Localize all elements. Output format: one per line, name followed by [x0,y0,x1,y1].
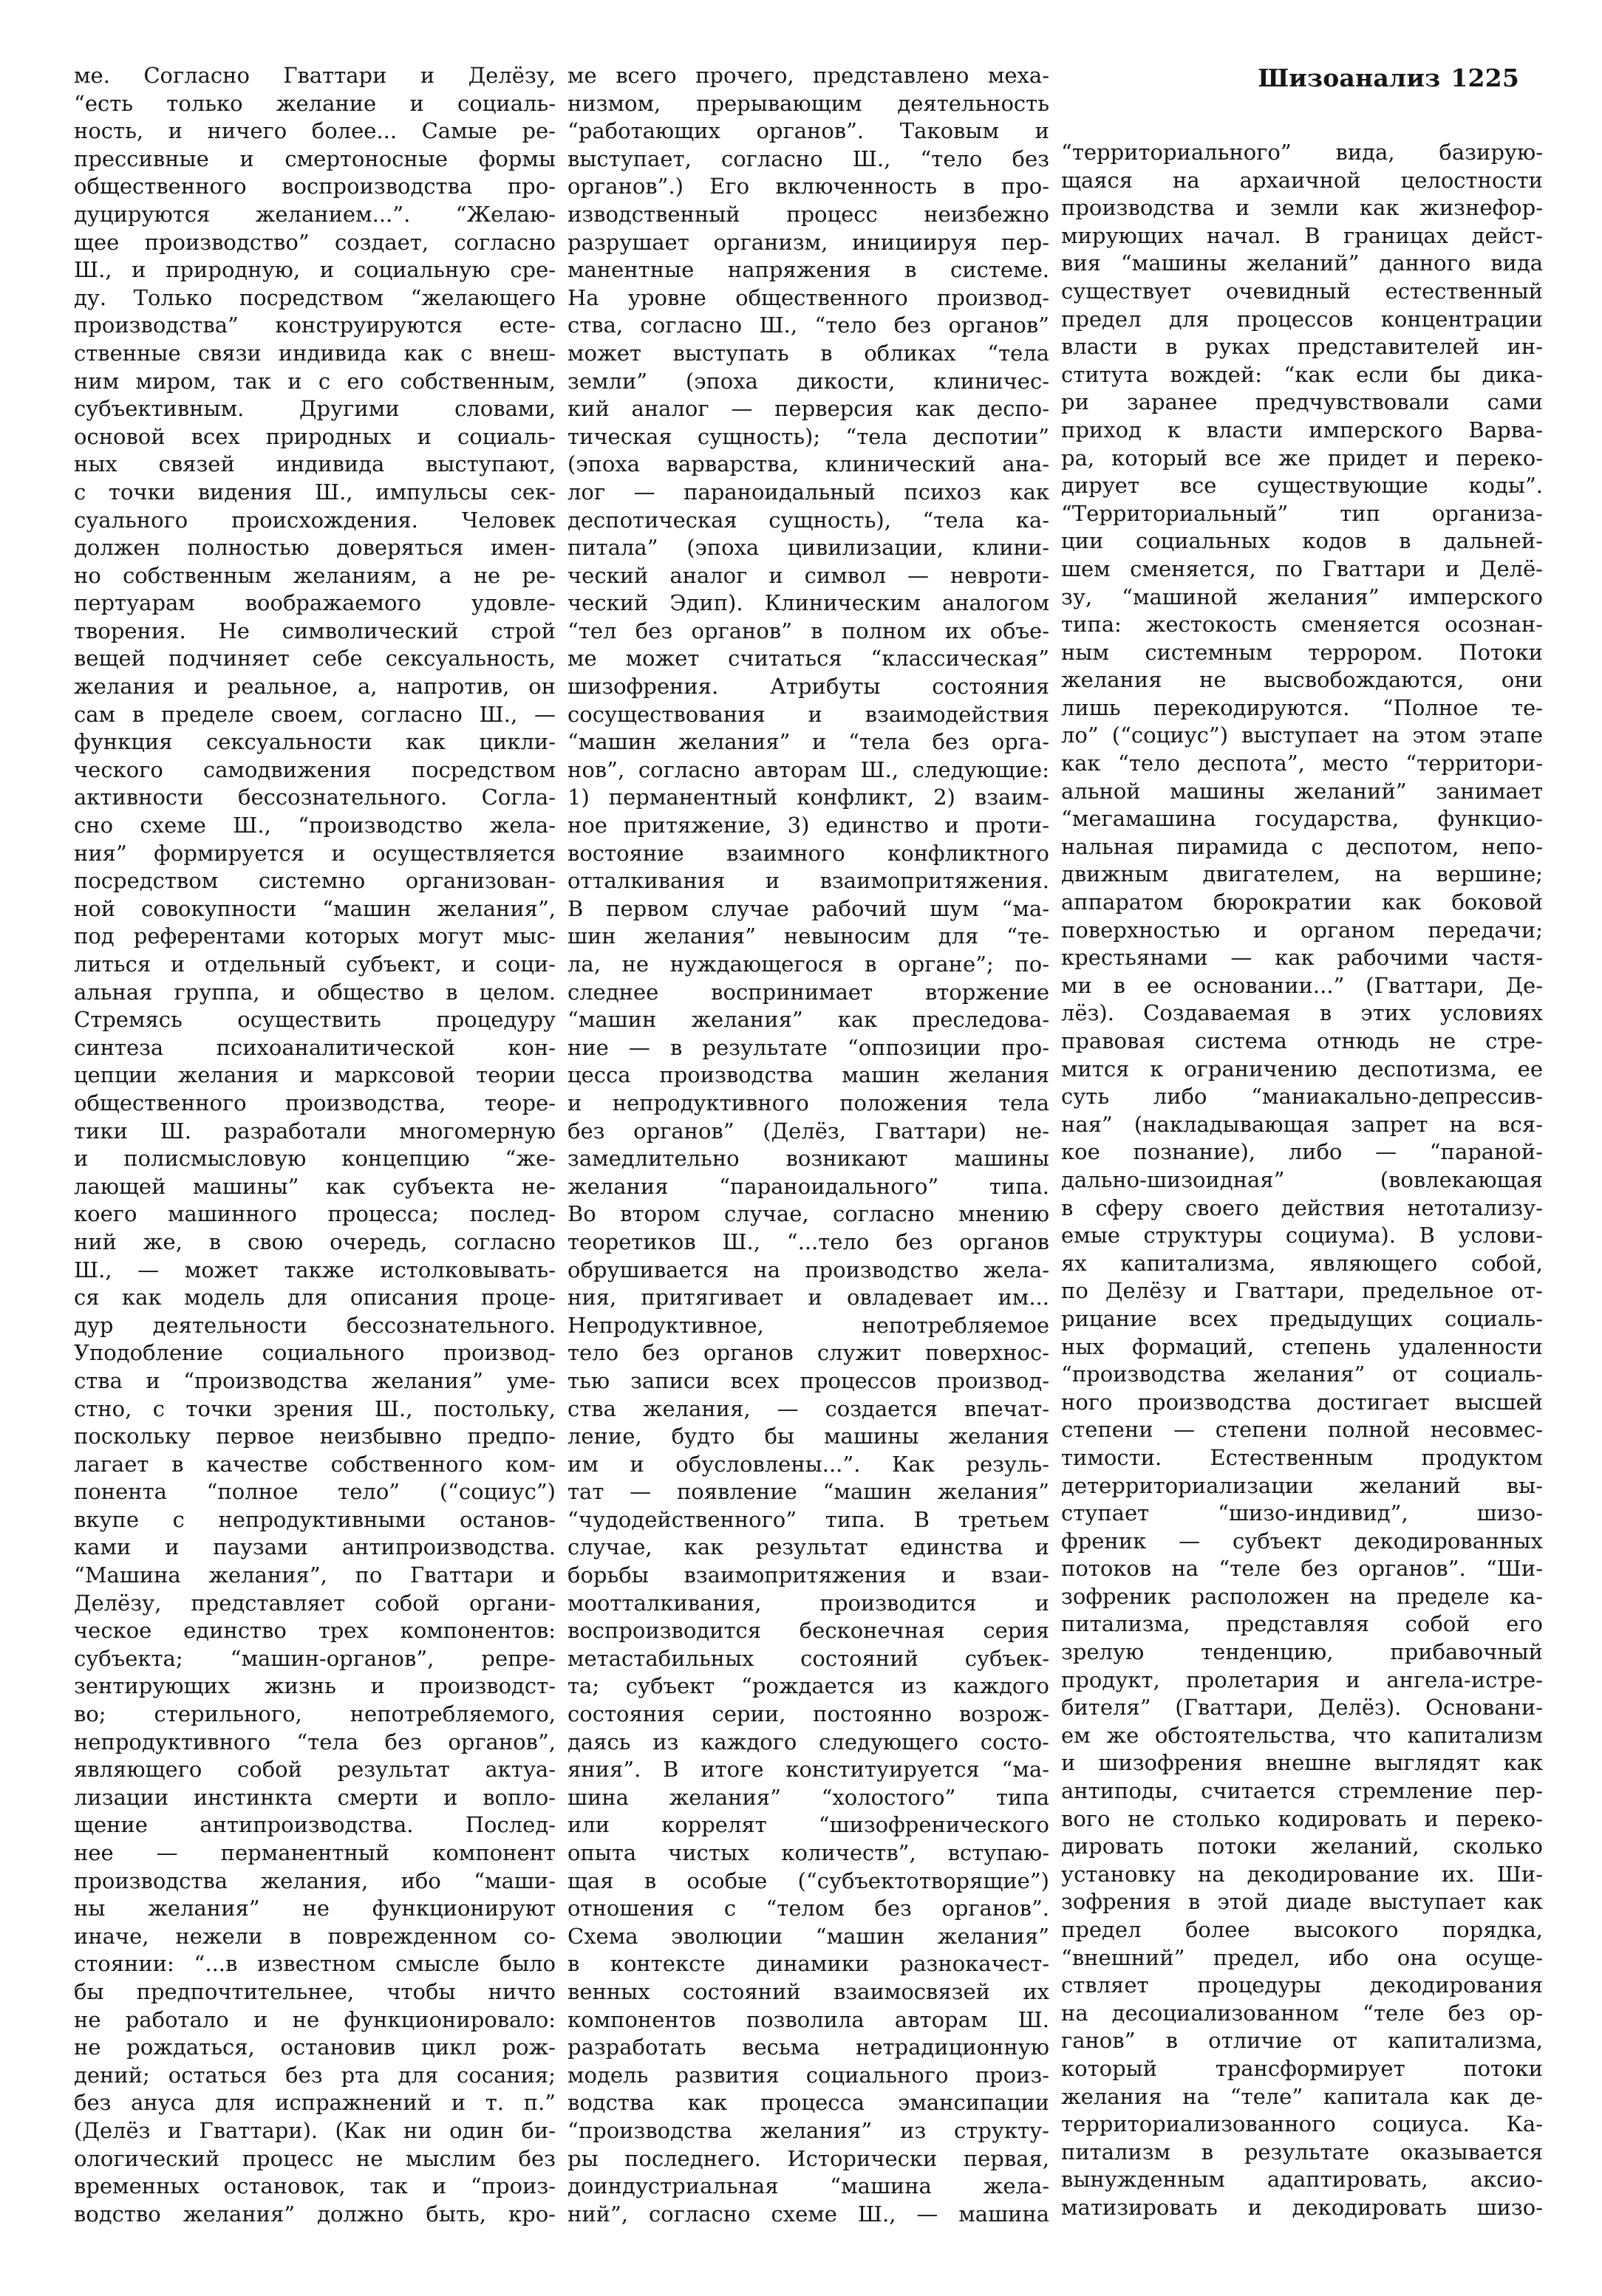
text-line: компонентов позволила авторам Ш. [567,2006,1049,2032]
text-line: ний”, согласно схеме Ш., — машина [567,2201,1049,2227]
text-line: Ш., — может также истолковывать- [74,1257,556,1282]
text-line: вынужденным адаптировать, аксио- [1061,2167,1543,2193]
text-line: власти в руках представителей ин- [1061,334,1543,360]
text-line: стно, с точки зрения Ш., постольку, [74,1395,556,1421]
text-line: венных состояний взаимосвязей их [567,1978,1049,2004]
text-line: Во втором случае, согласно мнению [567,1201,1049,1227]
text-line: с точки видения Ш., импульсы сек- [74,479,556,505]
text-line: может выступать в обликах “тела [567,340,1049,366]
text-line: активности бессознательного. Согла- [74,785,556,810]
text-line: тью записи всех процессов производ- [567,1367,1049,1393]
text-line: крестьянами — как рабочими частя- [1061,945,1543,971]
text-line: вкупе с непродуктивными останов- [74,1506,556,1532]
text-line: поверхностью и органом передачи; [1061,917,1543,943]
text-line: суального происхождения. Человек [74,507,556,533]
text-line: ме всего прочего, представлено меха- [567,63,1049,88]
text-line: цепции желания и марксовой теории [74,1062,556,1088]
text-line: Стремясь осуществить процедуру [74,1007,556,1033]
text-line: и непродуктивного положения тела [567,1090,1049,1115]
text-line: щее производство” создает, согласно [74,229,556,255]
text-line: ся как модель для описания проце- [74,1285,556,1311]
text-line: стоянии: “...в известном смысле было [74,1951,556,1977]
text-line: питализма, представляя собой его [1061,1611,1543,1637]
text-line: шизофрения. Атрибуты состояния [567,674,1049,700]
text-line: во; стерильного, непотребляемого, [74,1701,556,1727]
text-line: бителя” (Гваттари, Делёз). Основани- [1061,1695,1543,1721]
text-line: без ануса для испражнений и т. п.” [74,2090,556,2116]
text-line: ступает “шизо-индивид”, шизо- [1061,1500,1543,1526]
text-line: прессивные и смертоносные формы [74,146,556,171]
text-line: правовая система отнюдь не стре- [1061,1028,1543,1053]
text-line: зрелую тенденцию, прибавочный [1061,1639,1543,1665]
text-line: ме может считаться “классическая” [567,646,1049,672]
text-line: “Машина желания”, по Гваттари и [74,1562,556,1588]
text-line: потоков на “теле без органов”. “Ши- [1061,1556,1543,1582]
text-line: сам в пределе своем, согласно Ш., — [74,701,556,727]
text-line: опыта чистых количеств”, вступаю- [567,1840,1049,1865]
text-line: зофреник расположен на пределе ка- [1061,1583,1543,1609]
text-line: замедлительно возникают машины [567,1146,1049,1172]
text-line: матизировать и декодировать шизо- [1061,2194,1543,2220]
text-line: органов”.) Его включенность в про- [567,174,1049,199]
text-line: дировать потоки желаний, сколько [1061,1834,1543,1859]
text-line: детерриториализации желаний вы- [1061,1472,1543,1498]
text-line: щаяся на архаичной целостности [1061,167,1543,193]
text-line: “производства желания” из структу- [567,2117,1049,2143]
text-line: желания и реальное, а, напротив, он [74,674,556,700]
text-line: лишь перекодируются. “Полное те- [1061,694,1543,720]
text-line: ческого самодвижения посредством [74,756,556,782]
text-line: дально-шизоидная” (вовлекающая [1061,1166,1543,1192]
text-line: ем же обстоятельства, что капитализм [1061,1722,1543,1748]
text-line: временных остановок, так и “произ- [74,2173,556,2199]
text-line: основой всех природных и социаль- [74,423,556,449]
text-line: понента “полное тело” (“социус”) [74,1479,556,1505]
text-line: ное притяжение, 3) единство и проти- [567,813,1049,838]
text-line: ствляет процедуры декодирования [1061,1972,1543,1998]
text-line: производства и земли как жизнефор- [1061,195,1543,221]
text-line: шем сменяется, по Гваттари и Делё- [1061,556,1543,581]
text-line: литься и отдельный субъект, и соци- [74,951,556,977]
text-line: ний же, в свою очередь, согласно [74,1229,556,1254]
text-line: желания на “теле” капитала как де- [1061,2083,1543,2109]
text-line: ственные связи индивида как с внеш- [74,340,556,366]
text-line: антиподы, считается стремление пер- [1061,1778,1543,1804]
text-line: ным системным террором. Потоки [1061,639,1543,665]
text-column-left [74,62,556,2228]
text-line: ния” формируется и осуществляется [74,840,556,866]
text-line: “мегамашина государства, функцио- [1061,806,1543,832]
text-line: функция сексуальности как цикли- [74,729,556,755]
text-line: поскольку первое неизбывно предпо- [74,1424,556,1449]
text-line: воспроизводится бесконечная серия [567,1618,1049,1644]
text-line: в контексте динамики разнокачест- [567,1951,1049,1977]
text-line: питализм в результате оказывается [1061,2139,1543,2165]
text-line: тики Ш. разработали многомерную [74,1118,556,1144]
text-line: альная группа, и общество в целом. [74,979,556,1005]
text-line: ление, будто бы машины желания [567,1424,1049,1449]
text-line: шин желания” невыносим для “те- [567,923,1049,949]
text-line: субъекта; “машин-органов”, репре- [74,1645,556,1671]
text-line: ганов” в отличие от капитализма, [1061,2028,1543,2054]
text-line: желания не высвобождаются, они [1061,667,1543,693]
text-line: суть либо “маниакально-депрессив- [1061,1084,1543,1110]
text-line: вещей подчиняет себе сексуальность, [74,646,556,672]
text-line: без органов” (Делёз, Гваттари) не- [567,1118,1049,1144]
text-line: предел для процессов концентрации [1061,306,1543,332]
text-line: сосуществования и взаимодействия [567,701,1049,727]
text-line: выступает, согласно Ш., “тело без [567,146,1049,171]
text-line: востояние взаимного конфликтного [567,840,1049,866]
text-line: творения. Не символический строй [74,618,556,643]
text-line: или коррелят “шизофренического [567,1812,1049,1838]
text-line: не работало и не функционировало: [74,2006,556,2032]
text-line: типа: жестокость сменяется осознан- [1061,612,1543,638]
text-line: отношения с “телом без органов”. [567,1896,1049,1921]
text-line: аппаратом бюрократии как боковой [1061,889,1543,915]
text-line: существует очевидный естественный [1061,278,1543,304]
text-line: ства и “производства желания” уме- [74,1367,556,1393]
text-line: как “тело деспота”, место “территори- [1061,751,1543,776]
text-line: дений; остаться без рта для сосания; [74,2062,556,2088]
text-column-middle [567,62,1049,2228]
text-line: ститута вождей: “как если бы дика- [1061,361,1543,387]
text-line: на десоциализованном “теле без ор- [1061,2000,1543,2026]
text-line: щая в особые (“субъектотворящие”) [567,1868,1049,1893]
text-line: мирующих начал. В границах дейст- [1061,222,1543,248]
text-line: “Территориальный” тип организа- [1061,500,1543,526]
text-line: коего машинного процесса; послед- [74,1201,556,1227]
text-line: желания “параноидального” типа. [567,1173,1049,1199]
text-line: Непродуктивное, непотребляемое [567,1312,1049,1338]
text-line: производства” конструируются есте- [74,312,556,338]
text-line: общественного воспроизводства про- [74,174,556,199]
text-line: ла, не нуждающегося в органе”; по- [567,951,1049,977]
text-line: доиндустриальная “машина жела- [567,2173,1049,2199]
text-line: вия “машины желаний” данного вида [1061,250,1543,276]
text-line: и полисмысловую концепцию “же- [74,1146,556,1172]
text-line: ной совокупности “машин желания”, [74,895,556,921]
text-line: “тел без органов” в полном их объе- [567,618,1049,643]
text-line: иначе, нежели в поврежденном со- [74,1923,556,1949]
text-line: 1) перманентный конфликт, 2) взаим- [567,785,1049,810]
text-line: но собственным желаниям, а не ре- [74,562,556,588]
text-line: должен полностью доверяться имен- [74,535,556,561]
text-line: непродуктивного “тела без органов”, [74,1729,556,1755]
text-line: Ш., и природную, и социальную сре- [74,257,556,283]
text-line: лагает в качестве собственного ком- [74,1451,556,1477]
text-line: бы предпочтительнее, чтобы ничто [74,1978,556,2004]
text-line: предел более высокого порядка, [1061,1917,1543,1942]
text-line: лёз). Создаваемая в этих условиях [1061,1000,1543,1026]
text-line: состояния серии, постоянно возрож- [567,1701,1049,1727]
text-line: им и обусловлены...”. Как резуль- [567,1451,1049,1477]
text-line: тело без органов служит поверхнос- [567,1340,1049,1366]
text-line: борьбы взаимопритяжения и взаи- [567,1562,1049,1588]
text-line: На уровне общественного производ- [567,284,1049,310]
text-line: обрушивается на производство жела- [567,1257,1049,1282]
text-line: ним миром, так и с его собственным, [74,368,556,394]
text-line: ми в ее основании...” (Гваттари, Де- [1061,972,1543,998]
text-line: сно схеме Ш., “производство жела- [74,813,556,838]
text-line: яния”. В итоге конституируется “ма- [567,1757,1049,1783]
text-line: разрушает организм, инициируя пер- [567,229,1049,255]
text-line: В первом случае рабочий шум “ма- [567,895,1049,921]
text-line: френик — субъект декодированных [1061,1528,1543,1554]
text-line: субъективным. Другими словами, [74,396,556,422]
text-line: зофрения в этой диаде выступает как [1061,1889,1543,1915]
text-line: манентные напряжения в системе. [567,257,1049,283]
text-line: изводственный процесс неизбежно [567,201,1049,227]
text-line: та; субъект “рождается из каждого [567,1673,1049,1699]
text-line: низмом, прерывающим деятельность [567,90,1049,116]
text-line: движным двигателем, на вершине; [1061,861,1543,887]
text-line: продукт, пролетария и ангела-истре- [1061,1667,1543,1692]
text-line: ная” (накладывающая запрет на вся- [1061,1111,1543,1137]
text-line: разработать весьма нетрадиционную [567,2034,1049,2060]
text-line: производства желания, ибо “маши- [74,1868,556,1893]
text-line: ческое единство трех компонентов: [74,1618,556,1644]
text-line: “работающих органов”. Таковым и [567,118,1049,144]
text-line: Делёзу, представляет собой органи- [74,1590,556,1616]
text-line: емые структуры социума). В услови- [1061,1223,1543,1248]
text-line: (эпоха варварства, клинический ана- [567,451,1049,477]
text-line: зентирующих жизнь и производст- [74,1673,556,1699]
text-line: “территориального” вида, базирую- [1061,140,1543,165]
text-line: мится к ограничению деспотизма, ее [1061,1056,1543,1082]
text-line: шина желания” “холостого” типа [567,1784,1049,1810]
text-line: ри заранее предчувствовали сами [1061,389,1543,415]
text-line: водства как процесса эмансипации [567,2090,1049,2116]
text-line: модель развития социального произ- [567,2062,1049,2088]
text-line: ками и паузами антипроизводства. [74,1534,556,1560]
text-line: “есть только желание и социаль- [74,90,556,116]
running-head [1258,64,1519,92]
text-line: нее — перманентный компонент [74,1840,556,1865]
text-line: в сферу своего действия нетотализу- [1061,1195,1543,1220]
text-line: по Делёзу и Гваттари, предельное от- [1061,1278,1543,1304]
text-line: ра, который все же придет и переко- [1061,445,1543,471]
text-line: моотталкивания, производится и [567,1590,1049,1616]
text-line: ме. Согласно Гваттари и Делёзу, [74,63,556,88]
text-line: водство желания” должно быть, кро- [74,2201,556,2227]
running-head-title: Шизоанализ [1258,64,1441,92]
text-line: питала” (эпоха цивилизации, клини- [567,535,1049,561]
text-line: дирует все существующие коды”. [1061,473,1543,499]
text-line: ческий Эдип). Клиническим аналогом [567,590,1049,616]
text-line: ческий аналог и символ — невроти- [567,562,1049,588]
text-line: следнее воспринимает вторжение [567,979,1049,1005]
text-line: ние — в результате “оппозиции про- [567,1034,1049,1060]
text-line: даясь из каждого следующего состо- [567,1729,1049,1755]
text-line: теоретиков Ш., “...тело без органов [567,1229,1049,1254]
text-line: Уподобление социального производ- [74,1340,556,1366]
text-line: “производства желания” от социаль- [1061,1361,1543,1387]
text-line: вого не столько кодировать и переко- [1061,1805,1543,1831]
text-line: общественного производства, теоре- [74,1090,556,1115]
text-line: под референтами которых могут мыс- [74,923,556,949]
text-line: ства желания, — создается впечат- [567,1395,1049,1421]
text-line: ры последнего. Исторически первая, [567,2145,1049,2171]
text-column-right [1061,139,1543,2222]
text-line: лизации инстинкта смерти и вопло- [74,1784,556,1810]
text-line: ологический процесс не мыслим без [74,2145,556,2171]
text-line: тическая сущность); “тела деспотии” [567,423,1049,449]
text-line: метастабильных состояний субъек- [567,1645,1049,1671]
text-line: посредством системно организован- [74,868,556,894]
text-line: степени — степени полной несовмес- [1061,1417,1543,1443]
text-line: рицание всех предыдущих социаль- [1061,1305,1543,1331]
text-line: не рождаться, остановив цикл рож- [74,2034,556,2060]
text-line: ло” (“социус”) выступает на этом этапе [1061,722,1543,748]
text-line: альной машины желаний” занимает [1061,778,1543,804]
text-line: щение антипроизводства. Послед- [74,1812,556,1838]
text-line: “машин желания” и “тела без орга- [567,729,1049,755]
text-line: кий аналог — перверсия как деспо- [567,396,1049,422]
text-line: “машин желания” как преследова- [567,1007,1049,1033]
text-line: территориализованного социуса. Ка- [1061,2111,1543,2137]
text-line: нов”, согласно авторам Ш., следующие: [567,756,1049,782]
text-line: зу, “машиной желания” имперского [1061,584,1543,609]
text-line: “внешний” предел, ибо она осуще- [1061,1944,1543,1970]
text-line: пертуарам воображаемого удовле- [74,590,556,616]
text-line: лог — параноидальный психоз как [567,479,1049,505]
text-line: ства, согласно Ш., “тело без органов” [567,312,1049,338]
text-line: лающей машины” как субъекта не- [74,1173,556,1199]
text-line: и шизофрения внешне выглядят как [1061,1750,1543,1776]
text-line: синтеза психоаналитической кон- [74,1034,556,1060]
text-line: ного производства достигает высшей [1061,1389,1543,1415]
text-line: установку на декодирование их. Ши- [1061,1861,1543,1887]
text-line: ду. Только посредством “желающего [74,284,556,310]
text-line: приход к власти имперского Варва- [1061,417,1543,443]
text-line: ных формаций, степень удаленности [1061,1333,1543,1359]
text-line: который трансформирует потоки [1061,2055,1543,2081]
text-line: (Делёз и Гваттари). (Как ни один би- [74,2117,556,2143]
text-line: случае, как результат единства и [567,1534,1049,1560]
text-line: ях капитализма, являющего собой, [1061,1250,1543,1276]
text-line: цесса производства машин желания [567,1062,1049,1088]
text-line: ны желания” не функционируют [74,1896,556,1921]
text-line: являющего собой результат актуа- [74,1757,556,1783]
text-line: дуцируются желанием...”. “Желаю- [74,201,556,227]
text-line: Схема эволюции “машин желания” [567,1923,1049,1949]
text-line: кое познание), либо — “параной- [1061,1139,1543,1165]
text-line: ции социальных кодов в дальней- [1061,528,1543,554]
text-line: ных связей индивида выступают, [74,451,556,477]
text-line: земли” (эпоха дикости, клиничес- [567,368,1049,394]
text-line: нальная пирамида с деспотом, непо- [1061,833,1543,859]
text-line: отталкивания и взаимопритяжения. [567,868,1049,894]
text-line: дур деятельности бессознательного. [74,1312,556,1338]
text-line: ность, и ничего более... Самые ре- [74,118,556,144]
text-line: деспотическая сущность), “тела ка- [567,507,1049,533]
text-line: тимости. Естественным продуктом [1061,1444,1543,1470]
page-number: 1225 [1451,64,1519,92]
text-line: “чудодейственного” типа. В третьем [567,1506,1049,1532]
text-line: тат — появление “машин желания” [567,1479,1049,1505]
text-line: ния, притягивает и овладевает им... [567,1285,1049,1311]
